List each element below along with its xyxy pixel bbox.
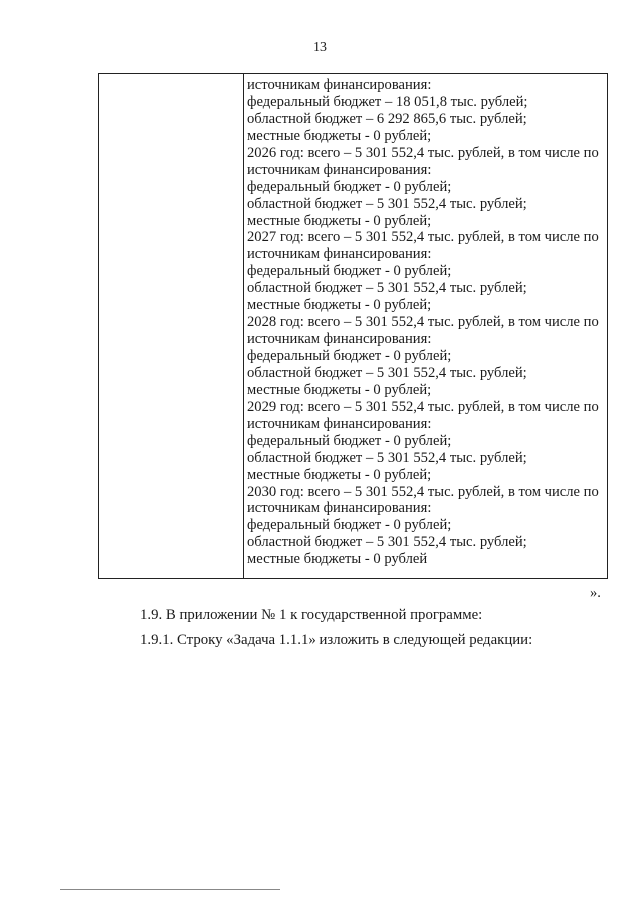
- table-line: федеральный бюджет - 0 рублей;: [247, 178, 452, 195]
- table-line: федеральный бюджет - 0 рублей;: [247, 263, 452, 280]
- table-line: источникам финансирования:: [247, 500, 432, 517]
- table-line: источникам финансирования:: [247, 331, 432, 348]
- table-line: областной бюджет – 6 292 865,6 тыс. рублей;: [247, 110, 527, 127]
- table-line: источникам финансирования:: [247, 246, 432, 263]
- table-line: областной бюджет – 5 301 552,4 тыс. рублей;: [247, 280, 527, 297]
- table-line: 2030 год: всего – 5 301 552,4 тыс. рублей, в том числе по: [247, 483, 599, 500]
- table-line: местные бюджеты - 0 рублей;: [247, 297, 432, 314]
- table-line: местные бюджеты - 0 рублей;: [247, 212, 432, 229]
- paragraph-1-9-1: 1.9.1. Строку «Задача 1.1.1» изложить в следующей редакции:: [140, 632, 533, 648]
- paragraph-1-9: 1.9. В приложении № 1 к государственной программе:: [140, 607, 483, 623]
- table-line: местные бюджеты - 0 рублей;: [247, 381, 432, 398]
- table-line: федеральный бюджет – 18 051,8 тыс. рублей;: [247, 93, 528, 110]
- table-line: 2029 год: всего – 5 301 552,4 тыс. рублей, в том числе по: [247, 398, 599, 415]
- table-line: федеральный бюджет - 0 рублей;: [247, 348, 452, 364]
- page-number: 13: [313, 40, 327, 55]
- table-line: 2027 год: всего – 5 301 552,4 тыс. рублей, в том числе по: [247, 229, 599, 246]
- table-line: источникам финансирования:: [247, 161, 432, 178]
- table-line: источникам финансирования:: [247, 77, 432, 93]
- funding-table: [98, 73, 608, 579]
- table-line: источникам финансирования:: [247, 415, 432, 432]
- table-line: областной бюджет – 5 301 552,4 тыс. рублей;: [247, 534, 527, 551]
- table-line: местные бюджеты - 0 рублей: [247, 551, 428, 568]
- table-line: федеральный бюджет - 0 рублей;: [247, 432, 452, 449]
- table-line: областной бюджет – 5 301 552,4 тыс. рублей;: [247, 364, 527, 381]
- table-line: федеральный бюджет - 0 рублей;: [247, 517, 452, 534]
- table-line: местные бюджеты - 0 рублей;: [247, 466, 432, 483]
- table-line: областной бюджет – 5 301 552,4 тыс. рублей;: [247, 195, 527, 212]
- table-line: 2028 год: всего – 5 301 552,4 тыс. рублей, в том числе по: [247, 314, 599, 331]
- table-line: областной бюджет – 5 301 552,4 тыс. рублей;: [247, 449, 527, 466]
- footer-divider: [60, 889, 280, 890]
- table-line: местные бюджеты - 0 рублей;: [247, 127, 432, 144]
- closing-quote: ».: [590, 585, 601, 601]
- table-line: 2026 год: всего – 5 301 552,4 тыс. рублей, в том числе по: [247, 144, 599, 161]
- table-right-cell: [247, 77, 607, 568]
- table-left-cell: [99, 74, 244, 578]
